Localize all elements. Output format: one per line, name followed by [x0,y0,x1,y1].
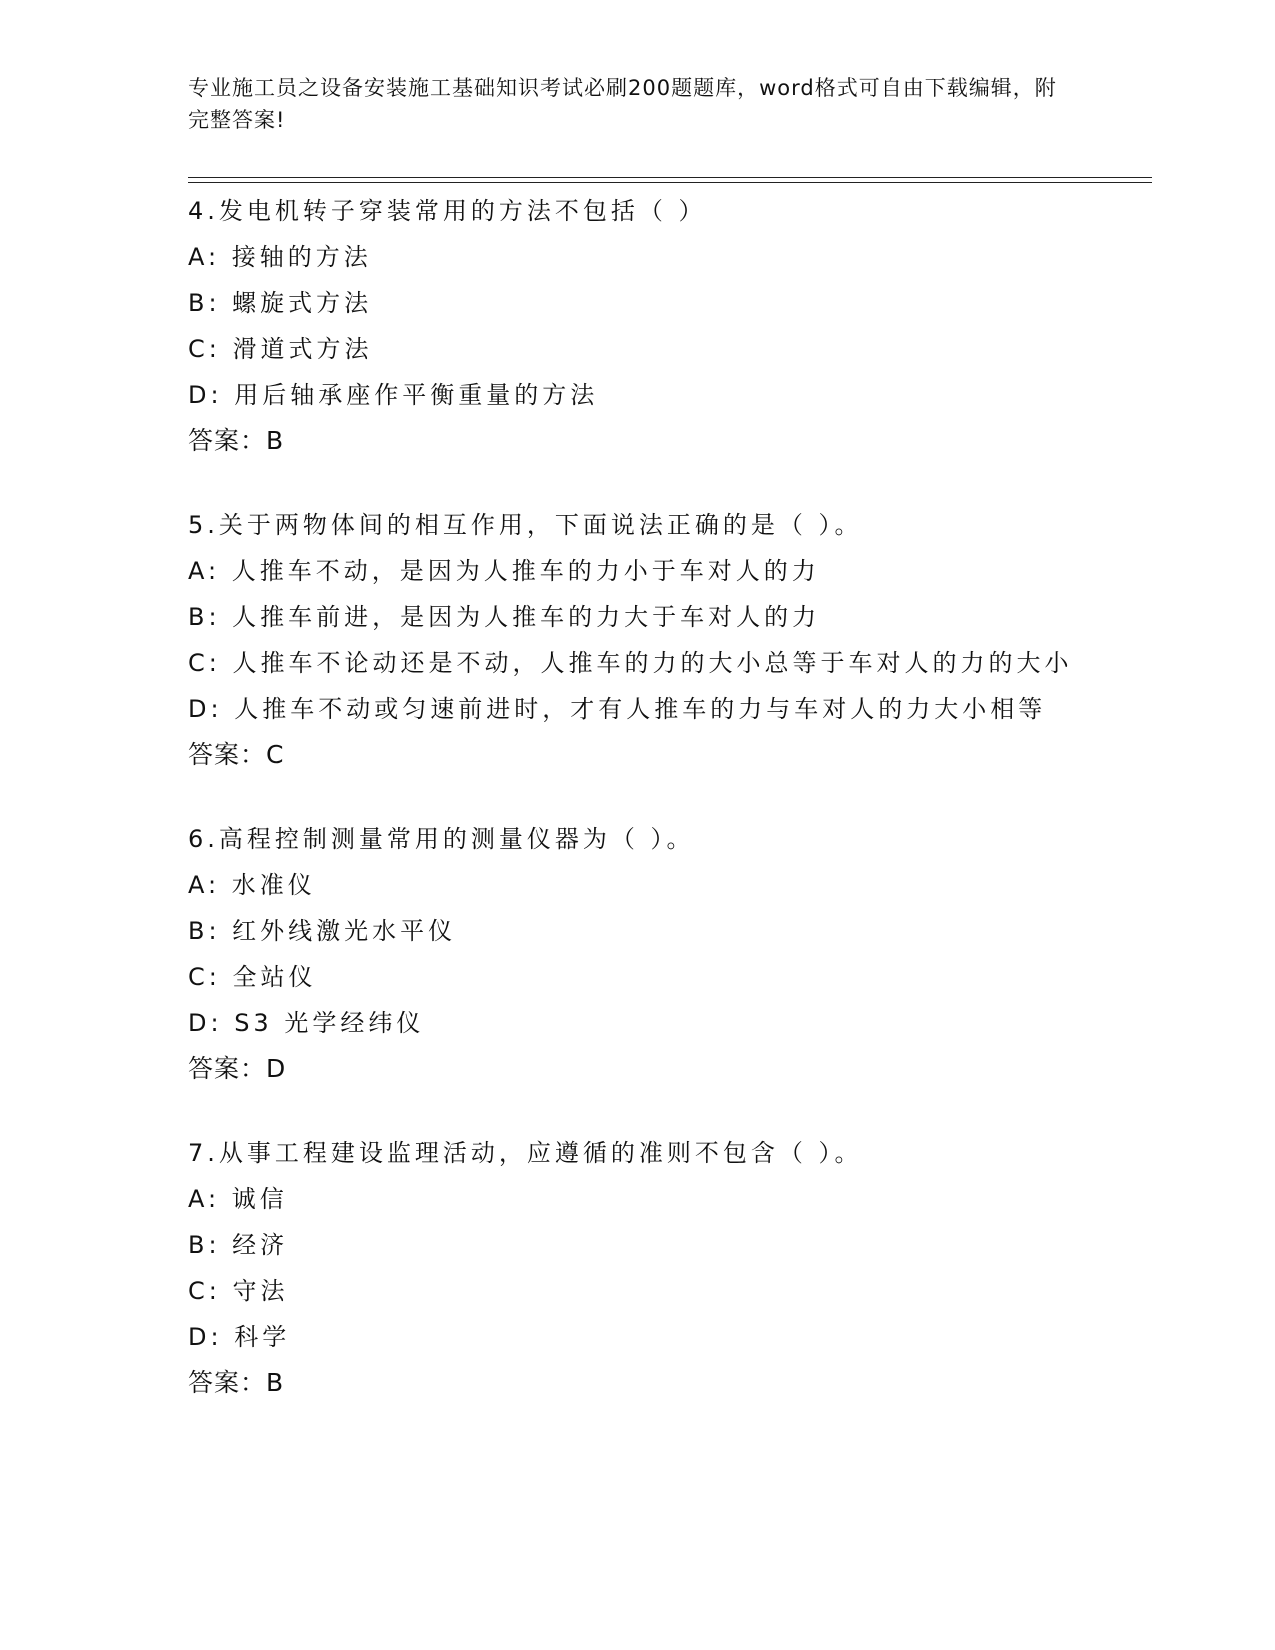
option-b: B: 经济 [188,1231,289,1259]
answer: 答案：B [188,1368,285,1397]
answer: 答案：D [188,1054,287,1083]
option-c: C: 滑道式方法 [188,335,373,363]
option-b: B: 红外线激光水平仪 [188,917,457,945]
option-d: D: S3 光学经纬仪 [188,1009,425,1037]
option-c: C: 全站仪 [188,963,317,991]
option-a: A: 诚信 [188,1185,288,1213]
option-d: D: 科学 [188,1323,291,1351]
question-5 [188,502,1088,778]
question-stem: 6.高程控制测量常用的测量仪器为（ ）。 [188,825,695,853]
header-divider-top [188,177,1152,178]
question-stem: 4.发电机转子穿装常用的方法不包括（ ） [188,197,707,225]
header-divider-bottom [188,182,1152,183]
option-b: B: 人推车前进，是因为人推车的力大于车对人的力 [188,603,821,631]
question-stem: 7.从事工程建设监理活动，应遵循的准则不包含（ ）。 [188,1139,863,1167]
option-a: A: 水准仪 [188,871,316,899]
answer: 答案：B [188,426,285,455]
option-c: C: 守法 [188,1277,289,1305]
document-header: 专业施工员之设备安装施工基础知识考试必刷200题题库，word格式可自由下载编辑，附完整答案! [188,76,1057,132]
option-a: A: 人推车不动，是因为人推车的力小于车对人的力 [188,557,820,585]
answer: 答案：C [188,740,285,769]
question-list [188,188,1088,1444]
option-b: B: 螺旋式方法 [188,289,373,317]
option-d: D: 用后轴承座作平衡重量的方法 [188,381,599,409]
option-a: A: 接轴的方法 [188,243,372,271]
option-d: D: 人推车不动或匀速前进时，才有人推车的力与车对人的力大小相等 [188,695,1047,723]
question-7 [188,1130,1088,1406]
option-c: C: 人推车不论动还是不动，人推车的力的大小总等于车对人的力的大小 [188,649,1073,677]
question-stem: 5.关于两物体间的相互作用，下面说法正确的是（ ）。 [188,511,863,539]
question-6 [188,816,1088,1092]
question-4 [188,188,1088,464]
